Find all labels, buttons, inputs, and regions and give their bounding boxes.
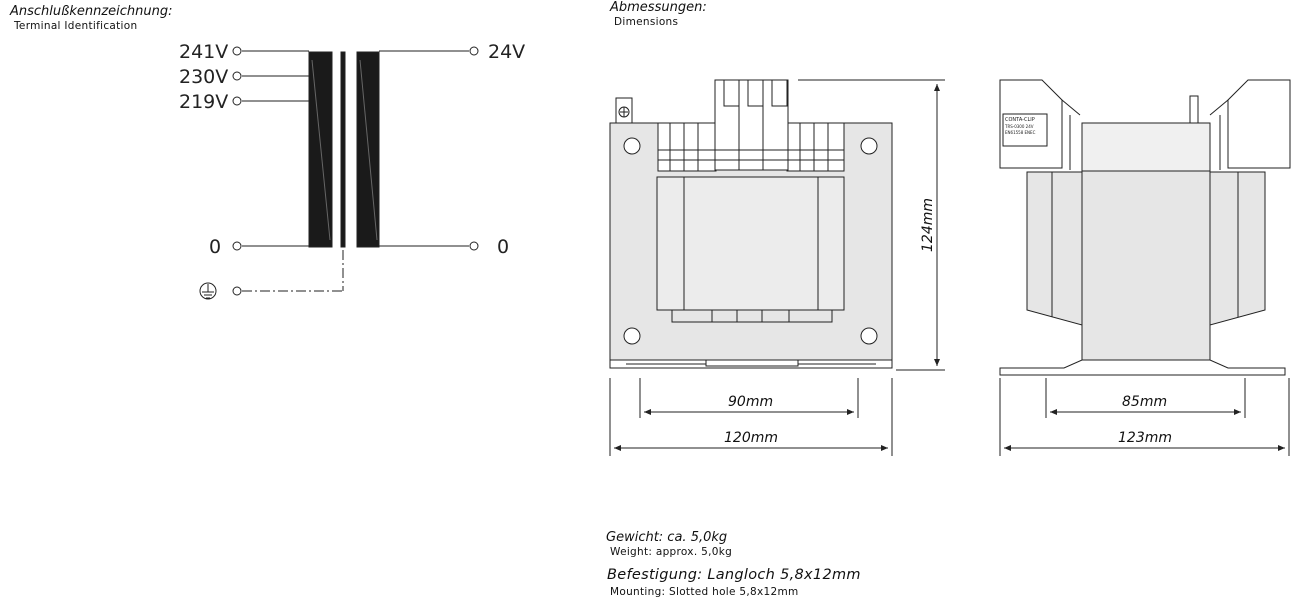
dim-front-inner: 90mm xyxy=(728,394,774,410)
label-secondary-0: 0 xyxy=(497,236,510,258)
label-241v: 241V xyxy=(179,41,229,63)
label-219v: 219V xyxy=(179,91,229,113)
terminal-219v xyxy=(233,97,241,105)
mounting-hole xyxy=(861,328,877,344)
label-approval: EN61558 ENEC xyxy=(1005,130,1036,135)
terminal-24v xyxy=(470,47,478,55)
mounting-hole xyxy=(624,138,640,154)
weight-en: Weight: approx. 5,0kg xyxy=(610,546,733,558)
mounting-hole xyxy=(624,328,640,344)
terminal-primary-0 xyxy=(233,242,241,250)
terminal-230v xyxy=(233,72,241,80)
label-model: TRS-0300 24V xyxy=(1005,124,1034,129)
side-base-plate xyxy=(1000,360,1285,375)
terminal-secondary-0 xyxy=(470,242,478,250)
terminal-241v xyxy=(233,47,241,55)
weight-de: Gewicht: ca. 5,0kg xyxy=(606,530,728,545)
earth-terminal-icon xyxy=(616,98,632,123)
dim-side-width: 123mm xyxy=(1118,430,1172,446)
dim-side-inner: 85mm xyxy=(1122,394,1168,410)
terminal-title-de: Anschlußkennzeichnung: xyxy=(10,4,173,19)
dim-front-width: 120mm xyxy=(724,430,778,446)
front-view xyxy=(610,80,892,368)
dimensions-title-de: Abmessungen: xyxy=(610,0,707,15)
mounting-de: Befestigung: Langloch 5,8x12mm xyxy=(607,567,861,583)
mounting-hole xyxy=(861,138,877,154)
label-logo: CONTA-CLIP xyxy=(1005,117,1035,123)
terminal-earth xyxy=(233,287,241,295)
dimensions-title-en: Dimensions xyxy=(614,16,679,28)
label-primary-0: 0 xyxy=(209,236,222,258)
mounting-en: Mounting: Slotted hole 5,8x12mm xyxy=(610,586,799,598)
earth-ground-icon xyxy=(200,283,216,299)
front-terminal-blocks xyxy=(658,80,844,171)
dim-height: 124mm xyxy=(920,198,936,252)
terminal-schematic xyxy=(200,47,478,299)
label-230v: 230V xyxy=(179,66,229,88)
label-24v: 24V xyxy=(488,41,526,63)
side-view xyxy=(1000,80,1290,375)
transformer-core xyxy=(341,52,345,247)
terminal-title-en: Terminal Identification xyxy=(14,20,138,32)
